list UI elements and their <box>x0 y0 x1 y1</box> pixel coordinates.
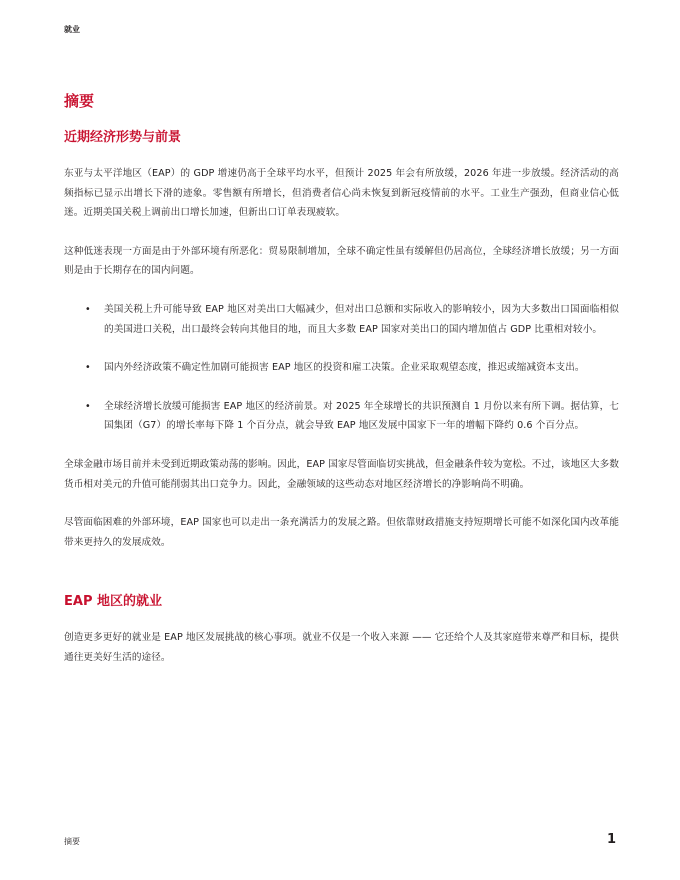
page-content <box>64 90 619 668</box>
list-item-text: 全球经济增长放缓可能损害 EAP 地区的经济前景。对 2025 年全球增长的共识预测自 1 月份以来有所下调。据估算，七国集团（G7）的增长率每下降 1 个百分点，就会导致 EAP 地区发展中国家下一年的增幅下降约 0.6 个百分点。 <box>104 400 619 432</box>
paragraph-outlook-4: 尽管面临困难的外部环境，EAP 国家也可以走出一条充满活力的发展之路。但依靠财政措施支持短期增长可能不如深化国内改革能带来更持久的发展成效。 <box>64 517 620 548</box>
list-item <box>64 300 619 339</box>
paragraph-jobs-1: 创造更多更好的就业是 EAP 地区发展挑战的核心事项。就业不仅是一个收入来源 —— 它还给个人及其家庭带来尊严和目标，提供通往更美好生活的途径。 <box>64 632 619 663</box>
list-item <box>64 397 619 436</box>
page-number: 1 <box>606 832 616 847</box>
section-heading-outlook: 近期经济形势与前景 <box>64 130 182 145</box>
running-footer: 摘要 <box>64 837 80 846</box>
paragraph-outlook-3: 全球金融市场目前并未受到近期政策动荡的影响。因此，EAP 国家尽管面临切实挑战，但金融条件较为宽松。不过，该地区大多数货币相对美元的升值可能削弱其出口竞争力。因此，金融领域的这些动态对地区经济增长的净影响尚不明确。 <box>64 458 620 490</box>
page-title: 摘要 <box>64 92 95 110</box>
bullet-icon: • <box>85 400 91 412</box>
list-item-text: 国内外经济政策不确定性加剧可能损害 EAP 地区的投资和雇工决策。企业采取观望态度，推迟或缩减资本支出。 <box>104 362 585 374</box>
bullet-icon: • <box>85 303 91 315</box>
list-item-text: 美国关税上升可能导致 EAP 地区对美出口大幅减少，但对出口总额和实际收入的影响较小，因为大多数出口国面临相似的美国进口关税，出口最终会转向其他目的地，而且大多数 EAP 国家对美出口的国内增加值占 GDP 比重相对较小。 <box>104 303 619 335</box>
list-item <box>64 358 619 378</box>
bullet-list <box>64 300 619 436</box>
paragraph-outlook-2: 这种低迷表现一方面是由于外部环境有所恶化：贸易限制增加，全球不确定性虽有缓解但仍居高位，全球经济增长放缓；另一方面则是由于长期存在的国内问题。 <box>64 245 619 277</box>
running-header: 就业 <box>64 25 80 34</box>
section-heading-jobs: EAP 地区的就业 <box>64 594 162 610</box>
paragraph-outlook-1: 东亚与太平洋地区（EAP）的 GDP 增速仍高于全球平均水平，但预计 2025 年会有所放缓，2026 年进一步放缓。经济活动的高频指标已显示出增长下滑的迹象。零售额有所增长，但消费者信心尚未恢复到新冠疫情前的水平。工业生产强劲，但商业信心低迷。近期美国关税上调前出口增长加速，但新出口订单表现疲软。 <box>64 168 619 219</box>
bullet-icon: • <box>85 362 91 374</box>
